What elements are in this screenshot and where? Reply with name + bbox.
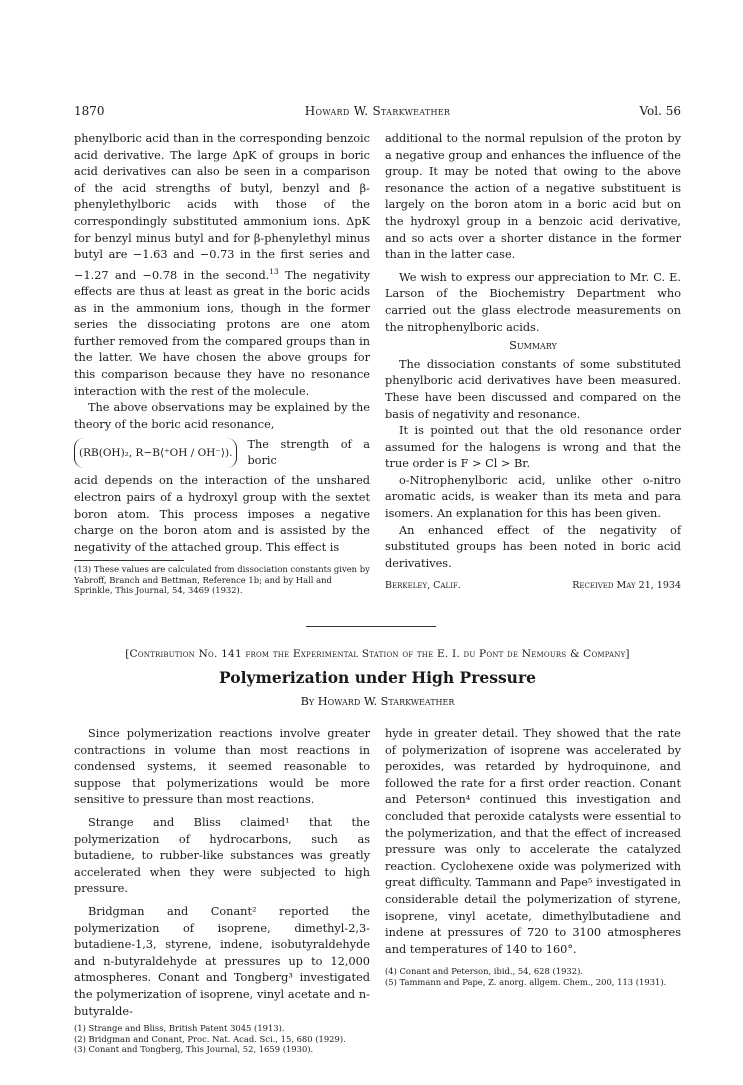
summary-item: The dissociation constants of some substituted phenylboric acid derivatives have been measured. These have been discussed and compared on the basis of negativity and resonance.: [385, 357, 681, 421]
prev-article-left-column: [74, 131, 370, 596]
footnote: (2) Bridgman and Conant, Proc. Nat. Acad. Sci., 15, 680 (1929).: [74, 1033, 346, 1044]
footnote: (3) Conant and Tongberg, This Journal, 52, 1659 (1930).: [74, 1044, 314, 1055]
formula-line: [74, 435, 370, 471]
running-head: [74, 104, 681, 120]
footnote: (5) Tammann and Pape, Z. anorg. allgem. Chem., 200, 113 (1931).: [385, 976, 667, 987]
paragraph: phenylboric acid than in the corresponding benzoic acid derivative. The large ΔpK of groups in boric acid derivatives can also be seen in a comparison of the acid strengths of butyl, benzyl and β-phenylethylboric acids with those of the correspondingly substituted ammonium ions. ΔpK for benzyl minus butyl and for β-phenylethyl minus butyl are −1.63 and −0.73 in the first series and −1.27 and −0.78 in the second.$^{13}$ The negativity effects are thus at least as great in the boric acids as in the ammonium ions, though in the former series the dissociating protons are one atom further removed from the compared groups than in the latter. We have chosen the above groups for this comparison because they have no resonance interaction with the rest of the molecule.: [74, 132, 370, 398]
prev-article-right-column: [385, 131, 681, 595]
paragraph: acid depends on the interaction of the unshared electron pairs of a hydroxyl group with the sextet boron atom. This process imposes a negative charge on the boron atom and is assisted by the negativity of the attached group. This effect is: [74, 474, 370, 554]
article-title: Polymerization under High Pressure: [219, 668, 536, 687]
footnote: (4) Conant and Peterson, ibid., 54, 628 (1932).: [385, 966, 583, 977]
summary-item: o-Nitrophenylboric acid, unlike other o-nitro aromatic acids, is weaker than its meta and para isomers. An explanation for this has been given.: [385, 473, 681, 521]
boric-acid-resonance-formula: (RB(OH)₂, R−B⟨⁺OH / OH⁻⟩).: [74, 438, 237, 468]
summary-item: It is pointed out that the old resonance order assumed for the halogens is wrong and that the true order is F > Cl > Br.: [385, 424, 681, 471]
article-separator: [306, 626, 436, 627]
footnote: (13) These values are calculated from dissociation constants given by Yabroff, Branch and Bettman, Reference 1b; and by Hall and Sprinkle, This Journal, 54, 3469 (1932).: [74, 564, 370, 596]
signature-place: Berkeley, Calif.: [385, 580, 461, 592]
signature-line: [385, 578, 681, 595]
acknowledgement: We wish to express our appreciation to Mr. C. E. Larson of the Biochemistry Department who carried out the glass electrode measurements on the nitrophenylboric acids.: [385, 270, 681, 334]
paragraph: hyde in greater detail. They showed that the rate of polymerization of isoprene was accelerated by peroxides, was retarded by hydroquinone, and followed the rate for a first order reaction. Conant and Peterson⁴ continued this investigation and concluded that peroxide catalysts were essential to the polymerization, and that the effect of increased pressure was only to accelerate the catalyzed reaction. Cyclohexene oxide was polymerized with great difficulty. Tammann and Pape⁵ investigated in considerable detail the polymerization of styrene, isoprene, vinyl acetate, dimethylbutadiene and indene at pressures of 720 to 3100 atmospheres and temperatures of 140 to 160°.: [385, 727, 681, 956]
volume-label: Vol. 56: [639, 104, 681, 118]
footnote-rule: [74, 560, 184, 561]
article-right-column: [385, 726, 681, 987]
paragraph: Strange and Bliss claimed¹ that the polymerization of hydrocarbons, such as butadiene, to rubber-like substances was greatly accelerated when they were subjected to high pressure.: [74, 815, 370, 896]
page-number: 1870: [74, 104, 105, 118]
formula-trailing-text: The strength of a boric: [247, 437, 370, 468]
contribution-line: [Contribution No. 141 from the Experimental Station of the E. I. du Pont de Nemours & Company]: [125, 648, 630, 660]
paragraph: additional to the normal repulsion of the proton by a negative group and enhances the influence of the group. It may be noted that owing to the above resonance the action of a negative substituent is largely on the boron atom in a boric acid but on the hydroxyl group in a benzoic acid derivative, and so acts over a shorter distance in the former than in the latter case.: [385, 132, 681, 262]
paragraph: Bridgman and Conant² reported the polymerization of isoprene, dimethyl-2,3-butadiene-1,3, styrene, indene, isobutyraldehyde and n-butyraldehyde at pressures up to 12,000 atmospheres. Conant and Tongberg³ investigated the polymerization of isoprene, vinyl acetate and n-butyralde-: [74, 904, 370, 1018]
summary-item: An enhanced effect of the negativity of substituted groups has been noted in boric acid derivatives.: [385, 523, 681, 570]
article-left-column: [74, 726, 370, 1055]
footnote: (1) Strange and Bliss, British Patent 3045 (1913).: [74, 1023, 285, 1034]
paragraph: The above observations may be explained by the theory of the boric acid resonance,: [74, 401, 370, 431]
article-byline: By Howard W. Starkweather: [300, 695, 455, 708]
reference-mark: 13: [269, 266, 279, 276]
received-date: Received May 21, 1934: [572, 580, 681, 592]
running-title: Howard W. Starkweather: [304, 104, 451, 118]
paragraph: Since polymerization reactions involve greater contractions in volume than most reactions in condensed systems, it seemed reasonable to suppose that polymerizations would be more sensitive to pressure than most reactions.: [74, 727, 370, 807]
summary-heading: Summary: [509, 339, 557, 353]
